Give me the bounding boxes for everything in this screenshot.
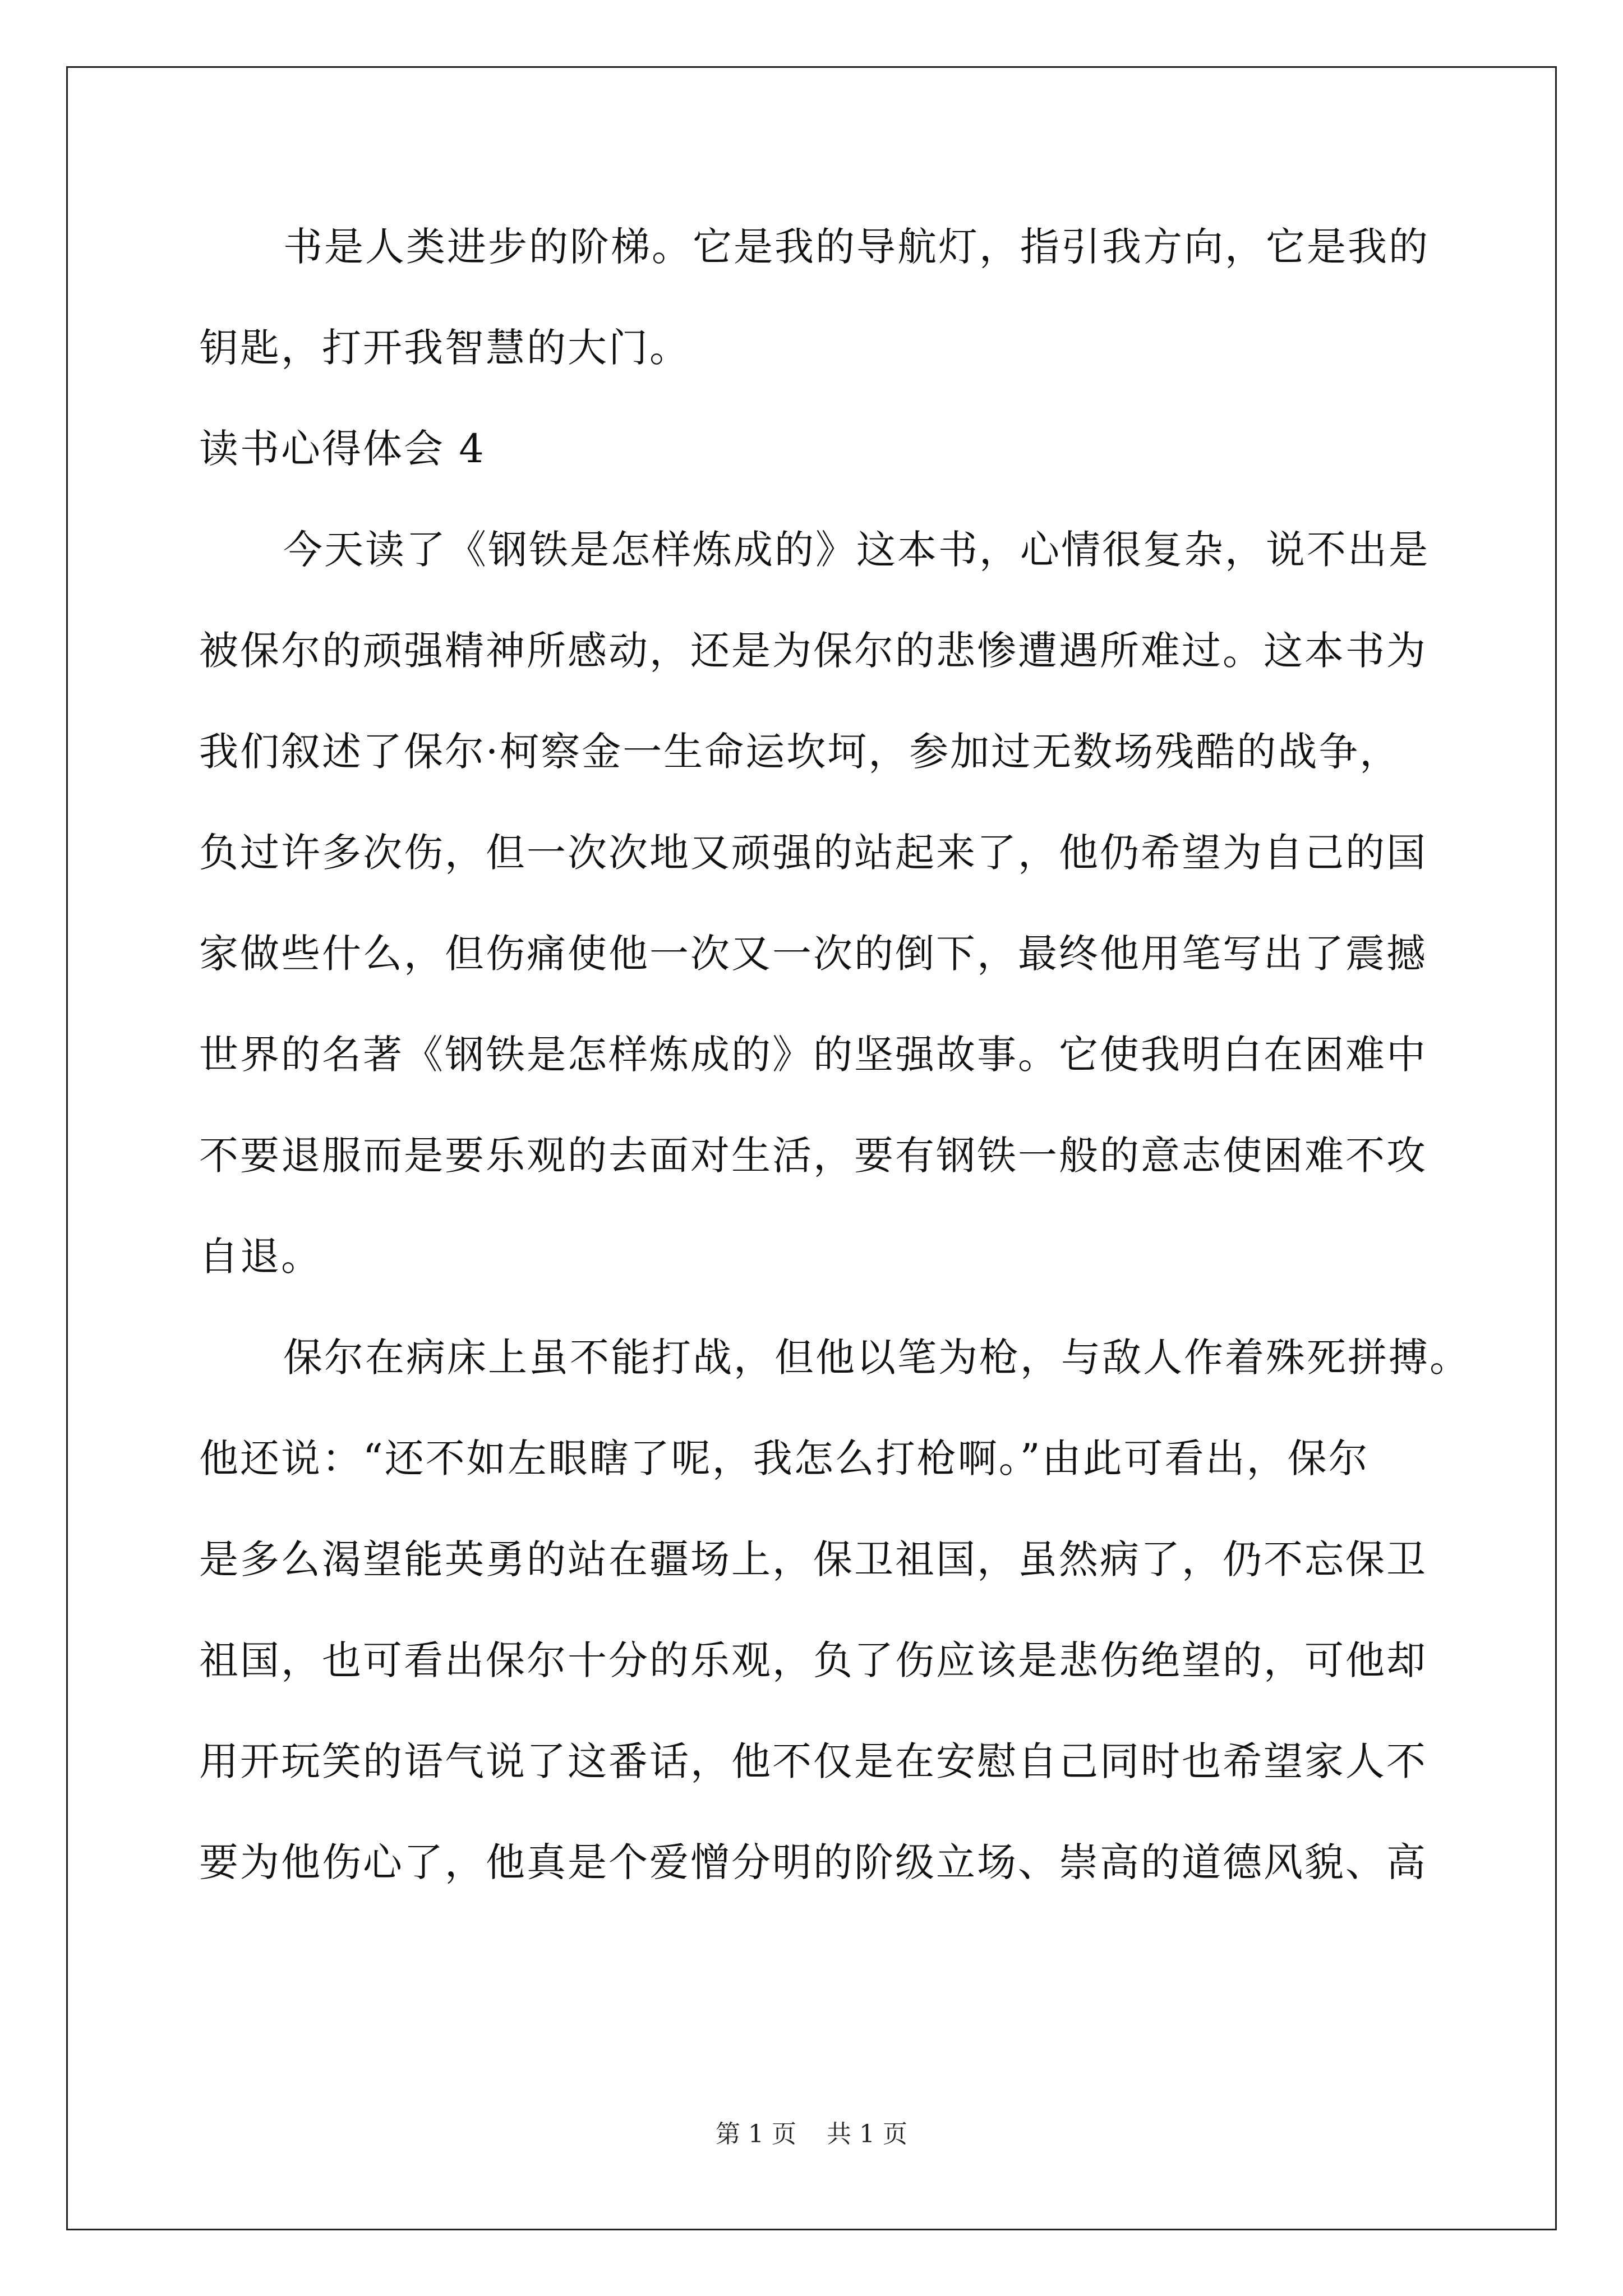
section-heading: 读书心得体会 4 bbox=[199, 426, 486, 472]
paragraph-line: 我们叙述了保尔·柯察金一生命运坎坷，参加过无数场残酷的战争， bbox=[199, 729, 1401, 775]
page-total: 共 1 页 bbox=[827, 2120, 907, 2148]
paragraph-line: 他还说：“还不如左眼瞎了呢，我怎么打枪啊。”由此可看出，保尔 bbox=[199, 1435, 1370, 1481]
paragraph-line: 今天读了《钢铁是怎样炼成的》这本书，心情很复杂，说不出是 bbox=[283, 527, 1430, 573]
paragraph-line: 家做些什么，但伤痛使他一次又一次的倒下，最终他用笔写出了震撼 bbox=[199, 931, 1427, 977]
paragraph-line: 钥匙，打开我智慧的大门。 bbox=[199, 325, 690, 371]
page-number: 第 1 页 bbox=[716, 2120, 796, 2148]
paragraph-line: 负过许多次伤，但一次次地又顽强的站起来了，他仍希望为自己的国 bbox=[199, 830, 1427, 876]
paragraph-line: 书是人类进步的阶梯。它是我的导航灯，指引我方向，它是我的 bbox=[283, 224, 1430, 270]
paragraph-line: 不要退服而是要乐观的去面对生活，要有钢铁一般的意志使困难不攻 bbox=[199, 1133, 1427, 1179]
paragraph-line: 用开玩笑的语气说了这番话，他不仅是在安慰自己同时也希望家人不 bbox=[199, 1738, 1427, 1784]
page-footer bbox=[0, 2118, 1623, 2151]
paragraph-line: 保尔在病床上虽不能打战，但他以笔为枪，与敌人作着殊死拼搏。 bbox=[283, 1335, 1470, 1381]
paragraph-line: 是多么渴望能英勇的站在疆场上，保卫祖国，虽然病了，仍不忘保卫 bbox=[199, 1536, 1427, 1582]
paragraph-line: 要为他伤心了，他真是个爱憎分明的阶级立场、崇高的道德风貌、高 bbox=[199, 1839, 1427, 1885]
paragraph-line: 被保尔的顽强精神所感动，还是为保尔的悲惨遭遇所难过。这本书为 bbox=[199, 628, 1427, 674]
paragraph-line: 世界的名著《钢铁是怎样炼成的》的坚强故事。它使我明白在困难中 bbox=[199, 1032, 1427, 1078]
paragraph-line: 祖国，也可看出保尔十分的乐观，负了伤应该是悲伤绝望的，可他却 bbox=[199, 1637, 1427, 1683]
paragraph-line: 自退。 bbox=[199, 1234, 322, 1280]
